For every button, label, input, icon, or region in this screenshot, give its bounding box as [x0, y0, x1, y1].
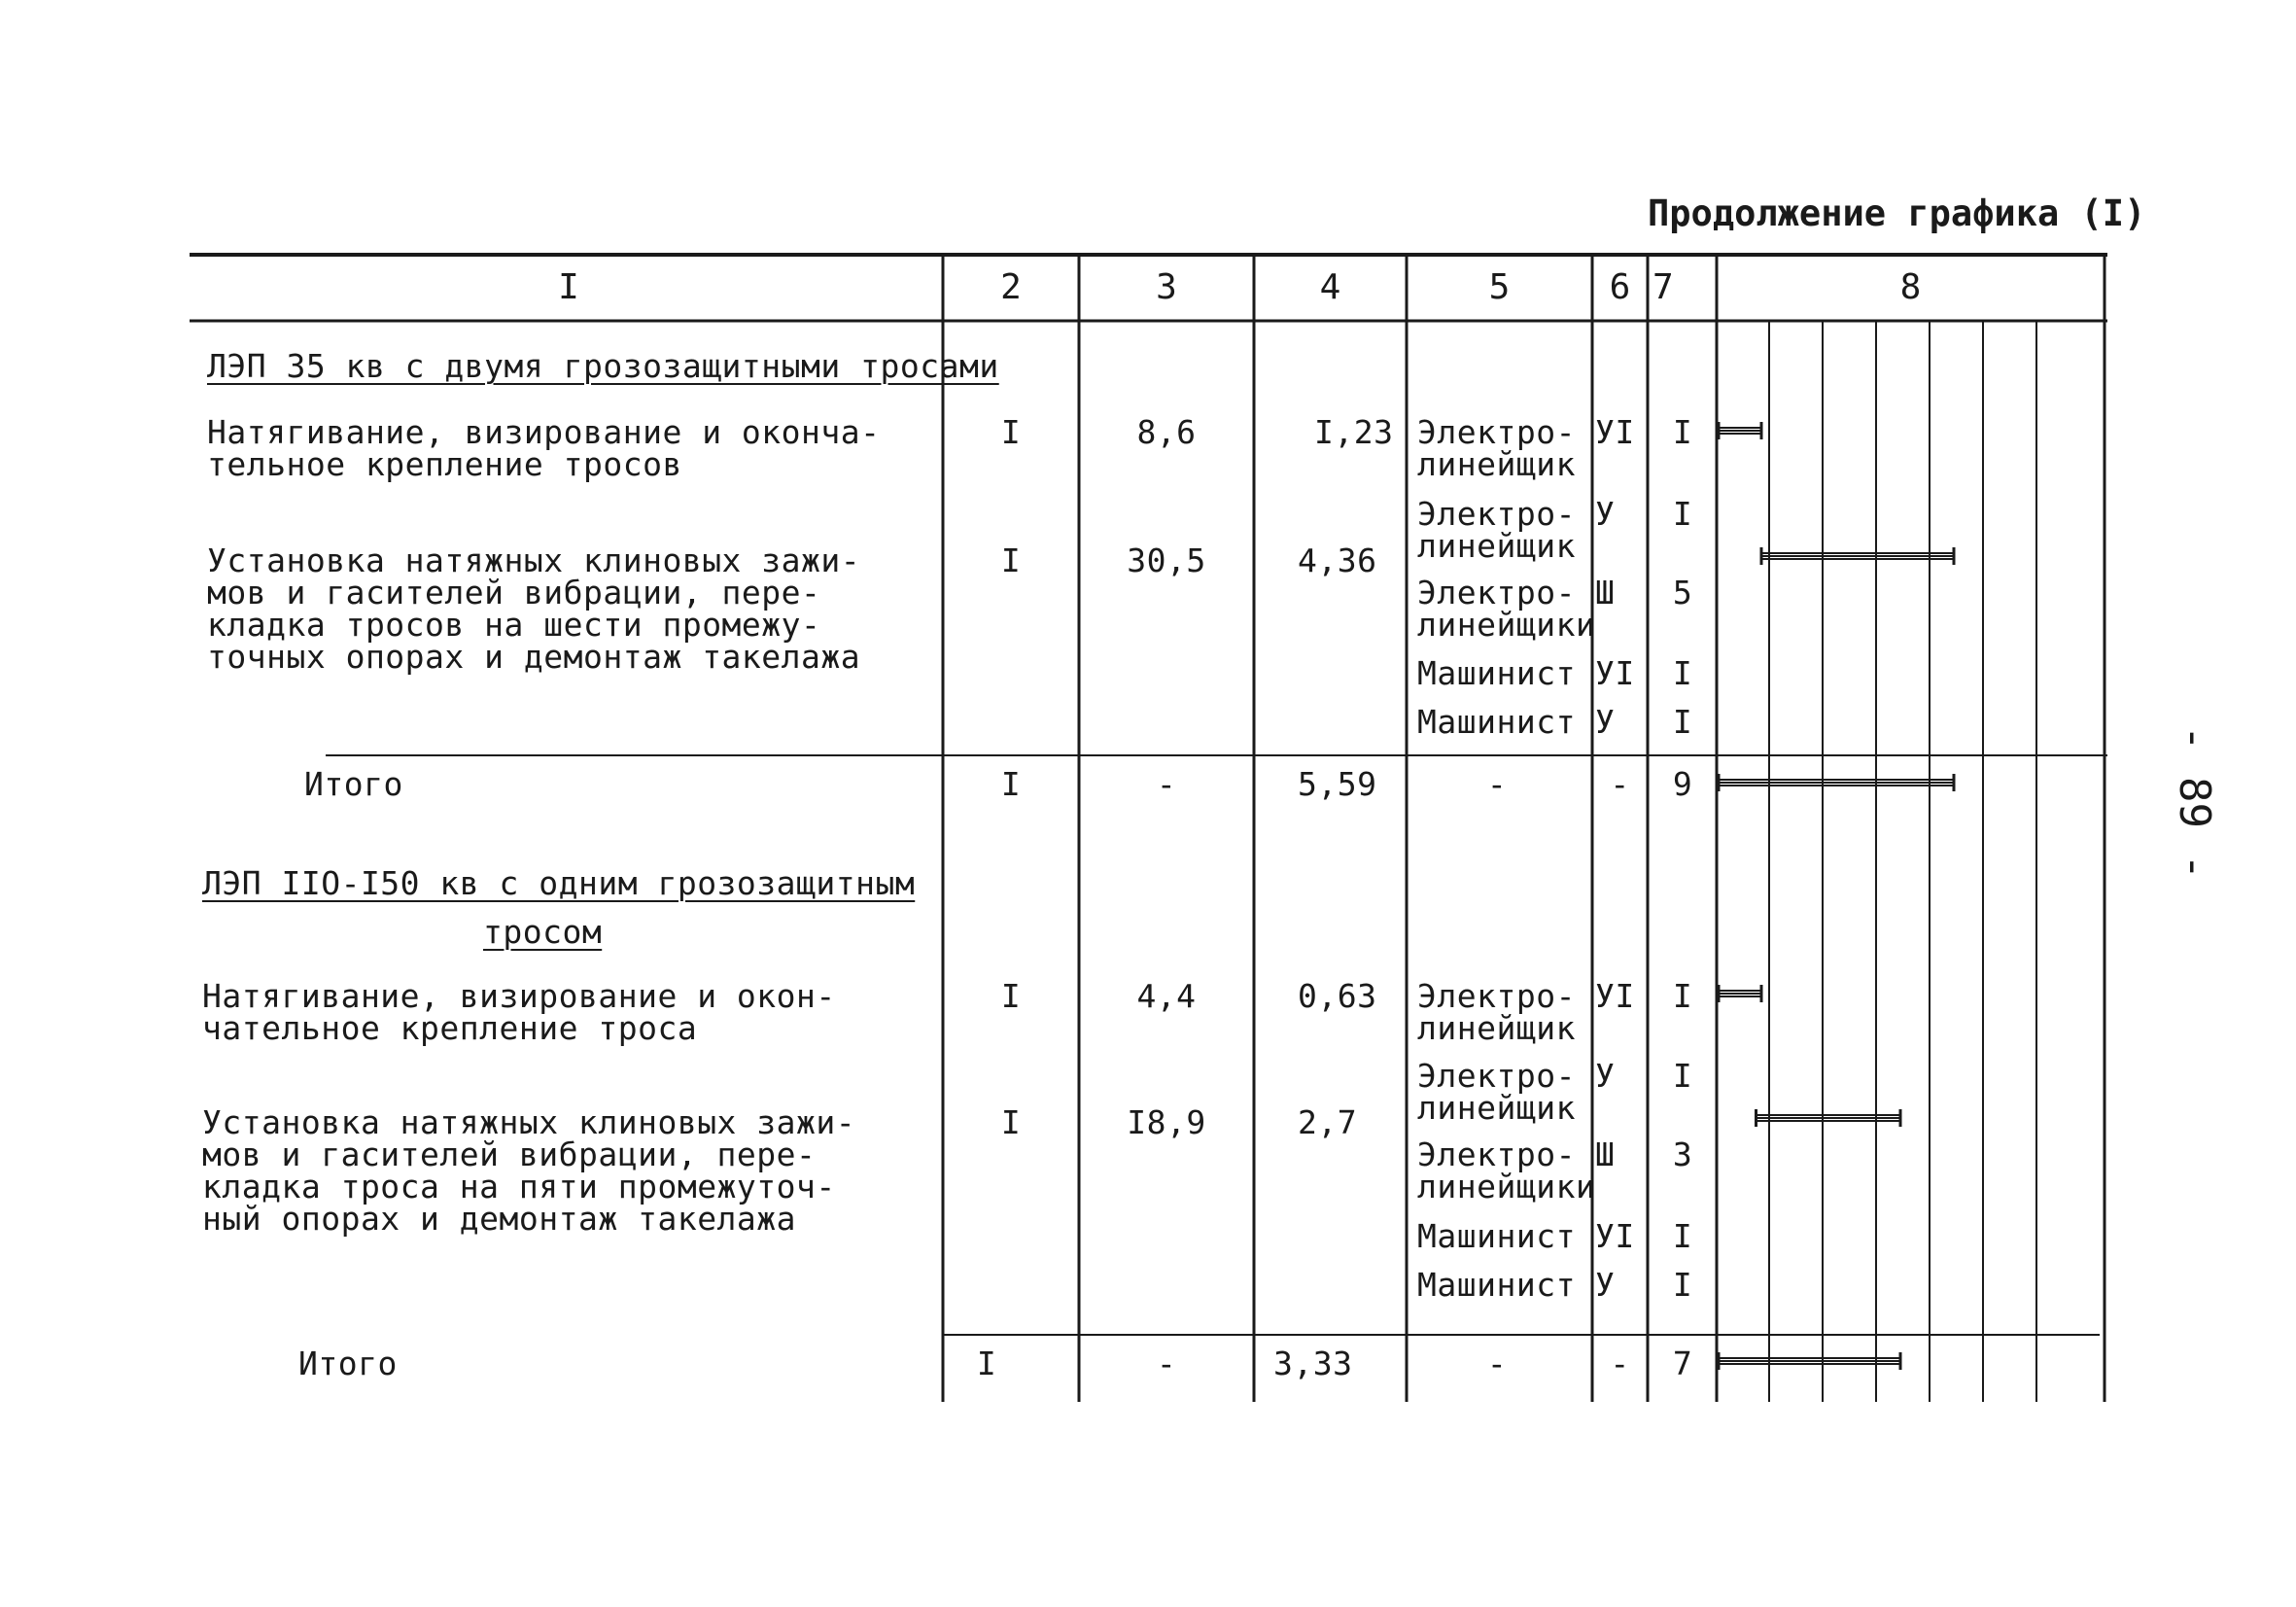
- cell-col4: 4,36: [1298, 541, 1377, 579]
- operation-name: Натягивание, визирование и окон-: [202, 977, 836, 1015]
- section-heading: ЛЭП IIO-I50 кв с одним грозозащитным: [202, 864, 916, 902]
- worker-grade: Ш: [1595, 1135, 1616, 1173]
- worker-title: Электро-: [1417, 977, 1576, 1015]
- worker-title: Электро-: [1417, 413, 1576, 451]
- col-header-2: 2: [1000, 267, 1022, 307]
- col-header-5: 5: [1488, 267, 1511, 307]
- cell-col3: 30,5: [1127, 541, 1206, 579]
- cell-col4: 2,7: [1298, 1103, 1358, 1141]
- cell-col7: 7: [1672, 1345, 1693, 1382]
- worker-count: I: [1672, 1266, 1693, 1304]
- worker-grade: УI: [1595, 413, 1635, 451]
- operation-name: тельное крепление тросов: [207, 445, 682, 483]
- worker-title: Машинист: [1417, 1266, 1576, 1304]
- gantt-bar: [1757, 1109, 1901, 1127]
- cell-col3: 8,6: [1136, 413, 1197, 451]
- total-label: Итого: [304, 765, 403, 803]
- operation-name: кладка троса на пяти промежуточ-: [202, 1168, 836, 1205]
- cell-col4: I,23: [1314, 413, 1394, 451]
- cell-col4: 5,59: [1298, 765, 1377, 803]
- worker-count: I: [1672, 977, 1693, 1015]
- worker-count: I: [1672, 654, 1693, 692]
- cell-col3: -: [1156, 765, 1177, 803]
- col-header-1: I: [558, 267, 579, 307]
- gantt-bars: [1719, 422, 1954, 1370]
- gantt-bar: [1761, 547, 1954, 565]
- worker-grade: Ш: [1595, 574, 1616, 611]
- worker-title: Машинист: [1417, 654, 1576, 692]
- cell-col4: 0,63: [1298, 977, 1377, 1015]
- worker-grade: У: [1595, 1057, 1616, 1095]
- worker-title: линейщик: [1417, 445, 1576, 483]
- page-title: Продолжение графика (I): [1648, 192, 2146, 234]
- operation-name: точных опорах и демонтаж такелажа: [207, 638, 861, 676]
- worker-count: I: [1672, 1217, 1693, 1255]
- worker-grade: У: [1595, 703, 1616, 741]
- cell-col3: -: [1156, 1345, 1177, 1382]
- worker-title: линейщик: [1417, 1089, 1576, 1127]
- worker-title: линейщик: [1417, 1009, 1576, 1047]
- gantt-bar: [1719, 985, 1761, 1002]
- cell-col2: I: [1000, 1103, 1022, 1141]
- cell-col2: I: [1000, 541, 1022, 579]
- operation-name: ный опорах и демонтаж такелажа: [202, 1200, 797, 1238]
- worker-title: линейщики: [1417, 1168, 1596, 1205]
- cell-col2: I: [1000, 413, 1022, 451]
- worker-count: I: [1672, 1057, 1693, 1095]
- cell-col4: 3,33: [1273, 1345, 1353, 1382]
- operation-name: кладка тросов на шести промежу-: [207, 606, 821, 644]
- worker-title: Электро-: [1417, 495, 1576, 533]
- gantt-bar: [1719, 422, 1761, 439]
- cell-col2: I: [1000, 977, 1022, 1015]
- col-header-6: 6: [1609, 267, 1631, 307]
- cell-col5: -: [1486, 1345, 1508, 1382]
- section-heading: тросом: [483, 913, 603, 951]
- operation-name: Натягивание, визирование и оконча-: [207, 413, 881, 451]
- page-number: - 89 -: [2169, 725, 2219, 880]
- cell-col3: 4,4: [1136, 977, 1197, 1015]
- worker-title: Электро-: [1417, 1135, 1576, 1173]
- worker-count: 5: [1672, 574, 1693, 611]
- worker-title: Электро-: [1417, 574, 1576, 611]
- cell-col5: -: [1486, 765, 1508, 803]
- cell-col7: 9: [1672, 765, 1693, 803]
- gantt-bar: [1719, 1352, 1900, 1370]
- section-heading: ЛЭП 35 кв с двумя грозозащитными тросами: [207, 347, 999, 385]
- worker-count: I: [1672, 703, 1693, 741]
- cell-col6: -: [1610, 765, 1630, 803]
- worker-count: 3: [1672, 1135, 1693, 1173]
- worker-grade: УI: [1595, 1217, 1635, 1255]
- worker-title: Электро-: [1417, 1057, 1576, 1095]
- operation-name: мов и гасителей вибрации, пере-: [202, 1135, 817, 1173]
- worker-title: Машинист: [1417, 703, 1576, 741]
- total-label: Итого: [298, 1345, 398, 1382]
- cell-col2: I: [976, 1345, 997, 1382]
- col-header-3: 3: [1156, 267, 1177, 307]
- worker-title: линейщик: [1417, 527, 1576, 565]
- worker-grade: У: [1595, 1266, 1616, 1304]
- worker-title: Машинист: [1417, 1217, 1576, 1255]
- operation-name: чательное крепление троса: [202, 1009, 698, 1047]
- worker-grade: УI: [1595, 654, 1635, 692]
- operation-name: Установка натяжных клиновых зажи-: [202, 1103, 856, 1141]
- col-header-4: 4: [1319, 267, 1341, 307]
- worker-count: I: [1672, 495, 1693, 533]
- gantt-bar: [1719, 774, 1954, 791]
- cell-col6: -: [1610, 1345, 1630, 1382]
- worker-grade: УI: [1595, 977, 1635, 1015]
- col-header-8: 8: [1899, 267, 1922, 307]
- cell-col3: I8,9: [1127, 1103, 1206, 1141]
- cell-col2: I: [1000, 765, 1022, 803]
- worker-title: линейщики: [1417, 606, 1596, 644]
- operation-name: мов и гасителей вибрации, пере-: [207, 574, 821, 611]
- operation-name: Установка натяжных клиновых зажи-: [207, 541, 861, 579]
- worker-count: I: [1672, 413, 1693, 451]
- worker-grade: У: [1595, 495, 1616, 533]
- col-header-7: 7: [1652, 267, 1674, 307]
